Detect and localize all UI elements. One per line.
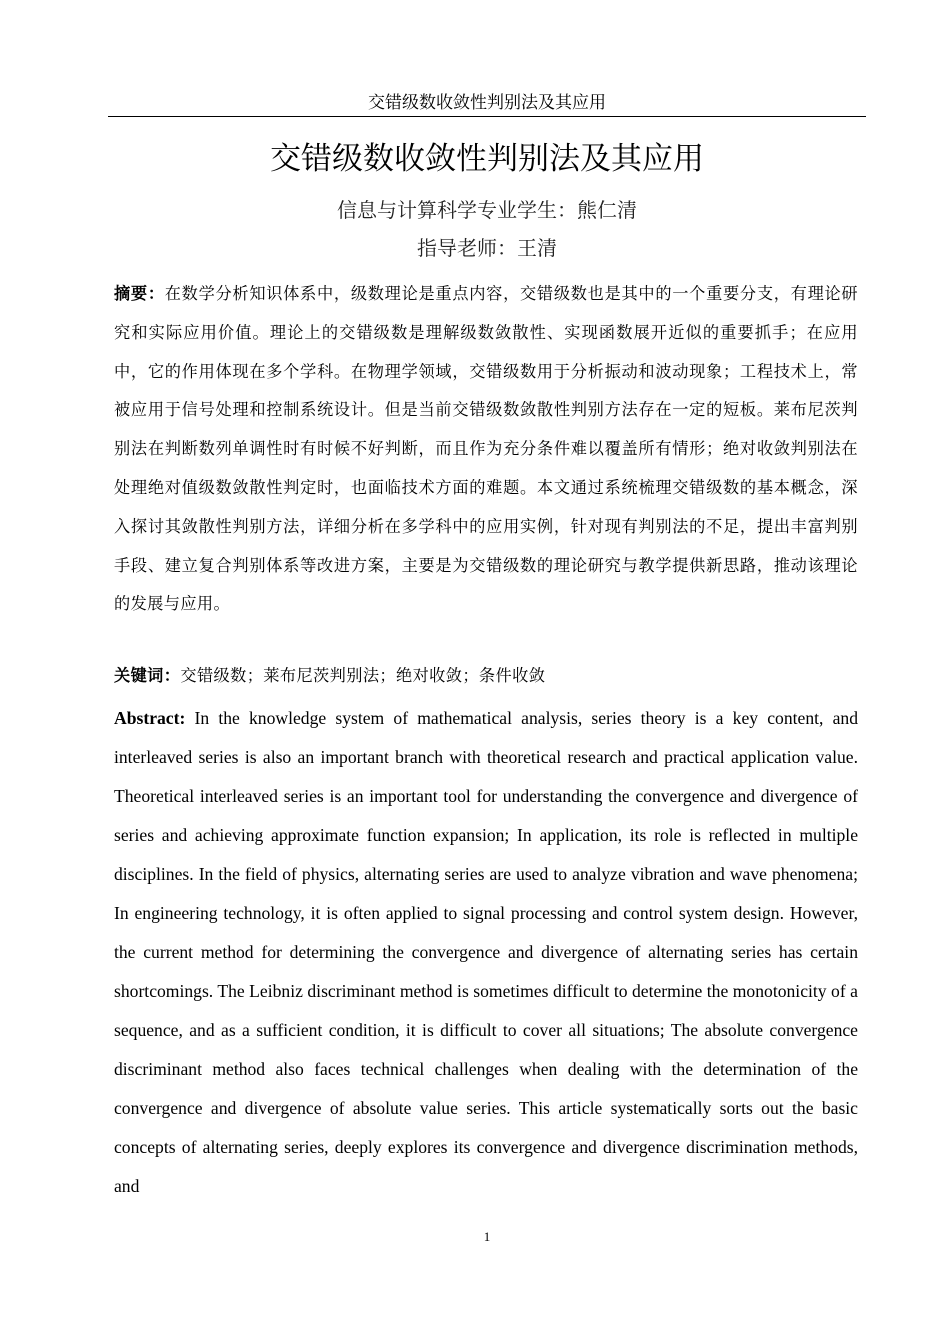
author-line: 信息与计算科学专业学生：熊仁清 bbox=[337, 198, 637, 222]
header-rule bbox=[108, 116, 866, 117]
chinese-keywords bbox=[114, 661, 858, 691]
keywords-label: 关键词： bbox=[114, 666, 181, 685]
running-header: 交错级数收敛性判别法及其应用 bbox=[368, 93, 606, 113]
page-title: 交错级数收敛性判别法及其应用 bbox=[270, 141, 704, 177]
chinese-abstract-label: 摘要： bbox=[114, 284, 165, 303]
english-abstract-label: Abstract: bbox=[114, 708, 186, 728]
advisor-line: 指导老师：王清 bbox=[417, 236, 557, 260]
keywords-text: 交错级数；莱布尼茨判别法；绝对收敛；条件收敛 bbox=[180, 666, 546, 685]
page-number: 1 bbox=[483, 1229, 491, 1244]
english-abstract bbox=[114, 699, 858, 1206]
chinese-abstract-text: 在数学分析知识体系中，级数理论是重点内容，交错级数也是其中的一个重要分支，有理论研究和实际应用价值。理论上的交错级数是理解级数敛散性、实现函数展开近似的重要抓手；在应用中，它的作用体现在多个学科。在物理学领域，交错级数用于分析振动和波动现象；工程技术上，常被应用于信号处理和控制系统设计。但是当前交错级数敛散性判别方法存在一定的短板。莱布尼茨判别法在判断数列单调性时有时候不好判断，而且作为充分条件难以覆盖所有情形；绝对收敛判别法在处理绝对值级数敛散性判定时，也面临技术方面的难题。本文通过系统梳理交错级数的基本概念，深入探讨其敛散性判别方法，详细分析在多学科中的应用实例，针对现有判别法的不足，提出丰富判别手段、建立复合判别体系等改进方案，主要是为交错级数的理论研究与教学提供新思路，推动该理论的发展与应用。 bbox=[114, 284, 858, 614]
english-abstract-text: In the knowledge system of mathematical analysis, series theory is a key content, and interleaved series is also an important branch with theoretical research and practical application value. Theoretical interleaved series is an important tool for understanding the convergence and divergence of series and achieving approximate function expansion; In application, its role is reflected in multiple disciplines. In the field of physics, alternating series are used to analyze vibration and wave phenomena; In engineering technology, it is often applied to signal processing and control system design. However, the current method for determining the convergence and divergence of alternating series has certain shortcomings. The Leibniz discriminant method is sometimes difficult to determine the monotonicity of a sequence, and as a sufficient condition, it is difficult to cover all situations; The absolute convergence discriminant method also faces technical challenges when dealing with the determination of the convergence and divergence of absolute value series. This article systematically sorts out the basic concepts of alternating series, deeply explores its convergence and divergence discrimination methods, and bbox=[114, 708, 858, 1196]
chinese-abstract bbox=[114, 275, 858, 624]
